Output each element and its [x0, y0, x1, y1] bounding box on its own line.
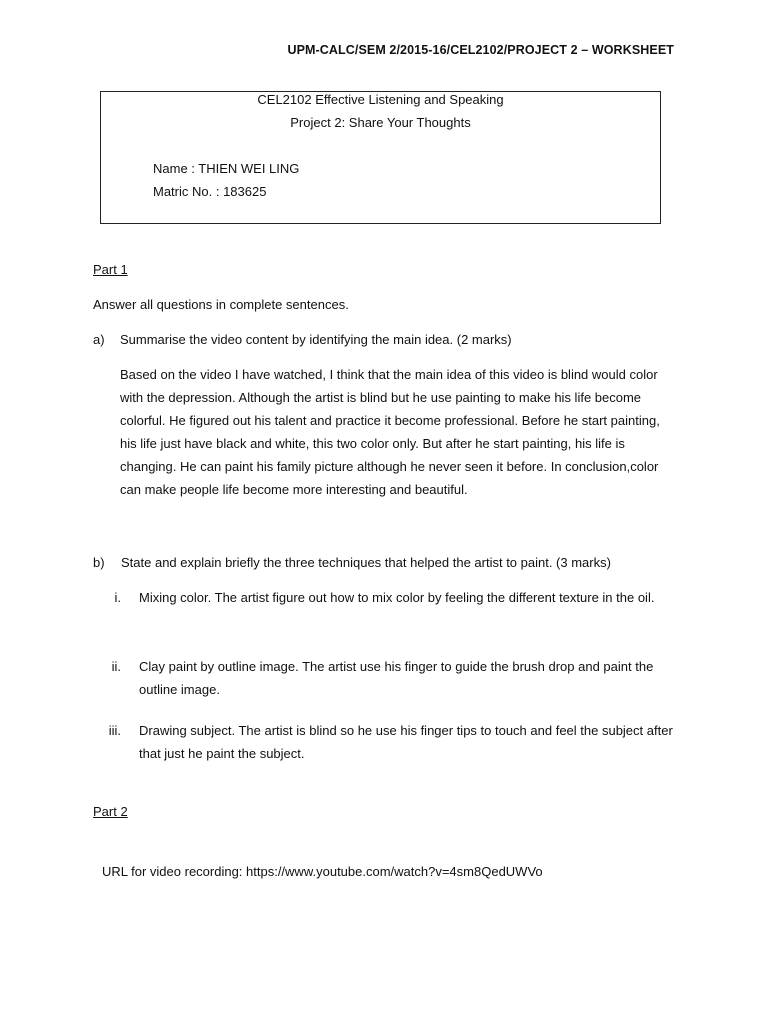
part1-instruction: Answer all questions in complete sentences.	[93, 297, 349, 312]
technique-item-i: Mixing color. The artist figure out how to mix color by feeling the different texture in the oil.	[139, 590, 655, 605]
question-a-text: Summarise the video content by identifying the main idea. (2 marks)	[120, 332, 512, 347]
technique-item-ii: Clay paint by outline image. The artist use his finger to guide the brush drop and paint the outline image.	[139, 659, 654, 697]
matric-number: Matric No. : 183625	[153, 184, 267, 199]
technique-item-iii: Drawing subject. The artist is blind so he use his finger tips to touch and feel the subject after that just he paint the subject.	[139, 723, 673, 761]
part1-heading: Part 1	[93, 262, 128, 277]
course-title: CEL2102 Effective Listening and Speaking	[257, 92, 504, 107]
project-title: Project 2: Share Your Thoughts	[290, 115, 471, 130]
technique-numeral-i: i.	[114, 590, 121, 605]
technique-numeral-ii: ii.	[111, 659, 121, 674]
student-info-box	[100, 91, 661, 224]
student-name: Name : THIEN WEI LING	[153, 161, 300, 176]
part2-heading: Part 2	[93, 804, 128, 819]
video-url-line: URL for video recording: https://www.youtube.com/watch?v=4sm8QedUWVo	[102, 864, 543, 879]
technique-numeral-iii: iii.	[108, 723, 121, 738]
question-a-answer: Based on the video I have watched, I think that the main idea of this video is blind would color with the depression. Although the artist is blind but he use painting to make his life become colorful. He figured out his talent and practice it become professional. Before he start painting, his life just have black and white, this two color only. But after he start painting, his life is changing. He can paint his family picture although he never seen it before. In conclusion,color can make people life become more interesting and beautiful.	[120, 367, 660, 497]
question-a-marker: a)	[93, 332, 105, 347]
question-b-text: State and explain briefly the three techniques that helped the artist to paint. (3 marks)	[121, 555, 611, 570]
question-b-marker: b)	[93, 555, 105, 570]
document-header: UPM-CALC/SEM 2/2015-16/CEL2102/PROJECT 2 – WORKSHEET	[287, 43, 674, 57]
